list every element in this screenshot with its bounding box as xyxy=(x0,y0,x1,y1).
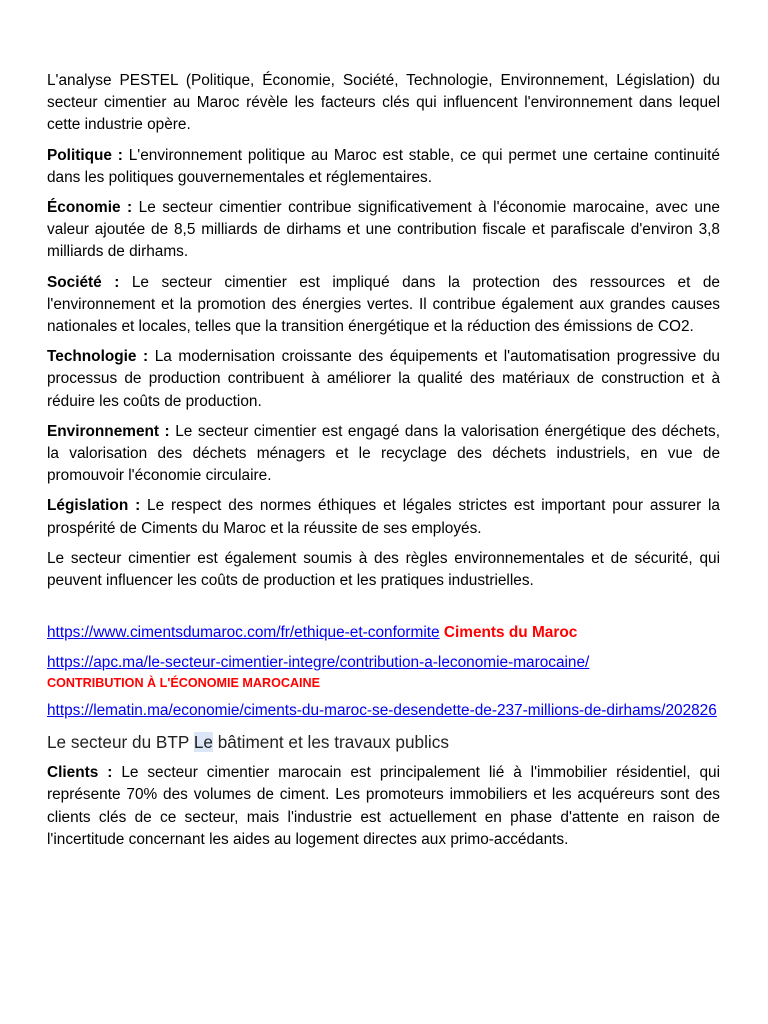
term-label: Technologie : xyxy=(47,348,149,366)
term-label: Législation : xyxy=(47,497,141,515)
term-text: Le respect des normes éthiques et légales strictes est important pour assurer la prospérité de Ciments du Maroc et la réussite de ses employés. xyxy=(47,497,720,537)
link-label: CONTRIBUTION À L'ÉCONOMIE MAROCAINE xyxy=(47,676,321,691)
term-text: Le secteur cimentier est impliqué dans la protection des ressources et de l'environnement et la promotion des énergies vertes. Il contribue également aux grandes causes nationales et locales, telles que la transition énergétique et la réduction des émissions de CO2. xyxy=(47,273,720,336)
heading-text: bâtiment et les travaux publics xyxy=(217,732,449,753)
pestel-environnement xyxy=(47,421,720,488)
term-label: Société : xyxy=(47,273,120,291)
term-label: Économie : xyxy=(47,199,133,217)
pestel-legislation xyxy=(47,495,720,539)
reference-link-2 xyxy=(47,652,720,692)
link-cimentsdumaroc[interactable]: https://www.cimentsdumaroc.com/fr/ethique-et-conformite xyxy=(47,624,440,642)
reference-link-1 xyxy=(47,622,720,644)
link-apc[interactable]: https://apc.ma/le-secteur-cimentier-integre/contribution-a-leconomie-marocaine/ xyxy=(47,654,590,672)
term-text: Le secteur cimentier marocain est principalement lié à l'immobilier résidentiel, qui représente 70% des volumes de ciment. Les promoteurs immobiliers et les acquéreurs sont des clients clés de ce secteur, mais l'industrie est actuellement en phase d'attente en raison de l'incertitude concernant les aides au logement directes aux primo-accédants. xyxy=(47,764,720,848)
term-text: L'environnement politique au Maroc est stable, ce qui permet une certaine continuité dans les politiques gouvernementales et réglementaires. xyxy=(47,146,720,186)
closing-paragraph: Le secteur cimentier est également soumis à des règles environnementales et de sécurité, qui peuvent influencer les coûts de production et les pratiques industrielles. xyxy=(47,549,720,590)
link-label: Ciments du Maroc xyxy=(443,624,578,642)
pestel-economie xyxy=(47,197,720,264)
term-text: La modernisation croissante des équipements et l'automatisation progressive du processus de production contribuent à améliorer la qualité des matériaux de construction et à réduire les coûts de production. xyxy=(47,348,720,410)
heading-text: Le secteur du BTP xyxy=(47,732,190,753)
document-page xyxy=(47,70,720,859)
term-label: Environnement : xyxy=(47,422,170,440)
reference-links xyxy=(47,622,720,722)
term-text: Le secteur cimentier contribue significativement à l'économie marocaine, avec une valeur ajoutée de 8,5 milliards de dirhams et une contribution fiscale et parafiscale d'environ 3,8 milliards de dirhams. xyxy=(47,199,720,261)
reference-link-3 xyxy=(47,700,720,722)
link-lematin[interactable]: https://lematin.ma/economie/ciments-du-maroc-se-desendette-de-237-millions-de-dirhams/202826 xyxy=(47,702,717,720)
pestel-technologie xyxy=(47,346,720,413)
highlighted-text: Le xyxy=(193,732,213,753)
clients-paragraph xyxy=(47,762,720,851)
intro-paragraph: L'analyse PESTEL (Politique, Économie, Société, Technologie, Environnement, Législation) du secteur cimentier au Maroc révèle les facteurs clés qui influencent l'environnement dans lequel cette industrie opère. xyxy=(47,72,720,134)
term-text: Le secteur cimentier est engagé dans la valorisation énergétique des déchets, la valorisation des déchets ménagers et le recyclage des déchets industriels, en vue de promouvoir l'économie circulaire. xyxy=(47,422,720,485)
pestel-societe xyxy=(47,272,720,339)
term-label: Clients : xyxy=(47,764,113,782)
term-label: Politique : xyxy=(47,146,123,164)
pestel-politique xyxy=(47,145,720,189)
section-heading xyxy=(47,730,720,754)
